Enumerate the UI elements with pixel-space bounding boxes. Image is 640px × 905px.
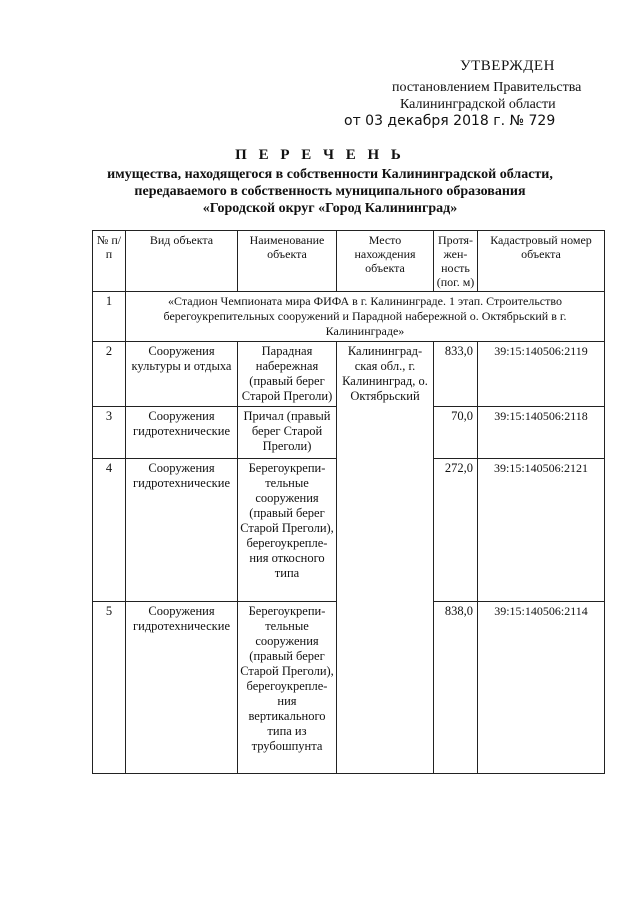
row-name: Берегоукрепи-тельные сооружения (правый берег Старой Преголи), берегоукрепле-ния откосного типа bbox=[238, 459, 337, 602]
row-cadastral: 39:15:140506:2119 bbox=[478, 342, 605, 407]
approval-decree: постановлением Правительства bbox=[392, 80, 582, 95]
document-subtitle bbox=[60, 166, 600, 217]
table-header-row bbox=[93, 231, 605, 292]
document-title: П Е Р Е Ч Е Н Ь bbox=[235, 147, 405, 163]
header-name: Наименование объекта bbox=[238, 231, 337, 292]
approval-region: Калининградской области bbox=[400, 97, 556, 112]
row-type: Сооружения гидротехнические bbox=[126, 407, 238, 459]
shared-location: Калининград-ская обл., г. Калининград, о. Октябрьский bbox=[337, 342, 434, 774]
approval-date-number: от 03 декабря 2018 г. № 729 bbox=[344, 113, 556, 129]
table-row bbox=[93, 342, 605, 407]
header-type: Вид объекта bbox=[126, 231, 238, 292]
row-num: 3 bbox=[93, 407, 126, 459]
property-table bbox=[92, 230, 605, 774]
row-cadastral: 39:15:140506:2121 bbox=[478, 459, 605, 602]
approval-title: УТВЕРЖДЕН bbox=[460, 58, 555, 74]
row-name: Берегоукрепи-тельные сооружения (правый берег Старой Преголи), берегоукрепле-ния вертикального типа из трубошпунта bbox=[238, 602, 337, 774]
subtitle-line-2: передаваемого в собственность муниципального образования bbox=[134, 184, 526, 199]
row-type: Сооружения гидротехнические bbox=[126, 602, 238, 774]
row-num: 5 bbox=[93, 602, 126, 774]
header-cadastral: Кадастровый номер объекта bbox=[478, 231, 605, 292]
row-cadastral: 39:15:140506:2118 bbox=[478, 407, 605, 459]
header-location: Место нахождения объекта bbox=[337, 231, 434, 292]
row-name: Причал (правый берег Старой Преголи) bbox=[238, 407, 337, 459]
row-length: 70,0 bbox=[434, 407, 478, 459]
row-length: 272,0 bbox=[434, 459, 478, 602]
row-name: Парадная набережная (правый берег Старой Преголи) bbox=[238, 342, 337, 407]
subtitle-line-1: имущества, находящегося в собственности Калининградской области, bbox=[107, 167, 553, 182]
row-cadastral: 39:15:140506:2114 bbox=[478, 602, 605, 774]
row-length: 838,0 bbox=[434, 602, 478, 774]
header-num: № п/п bbox=[93, 231, 126, 292]
subtitle-line-3: «Городской округ «Город Калининград» bbox=[202, 201, 458, 216]
row-num: 2 bbox=[93, 342, 126, 407]
row-num: 4 bbox=[93, 459, 126, 602]
project-name: «Стадион Чемпионата мира ФИФА в г. Калининграде. 1 этап. Строительство берегоукрепительных сооружений и Парадной набережной о. Октябрьский в г. Калининграде» bbox=[126, 292, 605, 342]
row-type: Сооружения культуры и отдыха bbox=[126, 342, 238, 407]
table-row-project bbox=[93, 292, 605, 342]
row-length: 833,0 bbox=[434, 342, 478, 407]
header-length: Протя-жен-ность (пог. м) bbox=[434, 231, 478, 292]
row-type: Сооружения гидротехнические bbox=[126, 459, 238, 602]
project-num: 1 bbox=[93, 292, 126, 342]
